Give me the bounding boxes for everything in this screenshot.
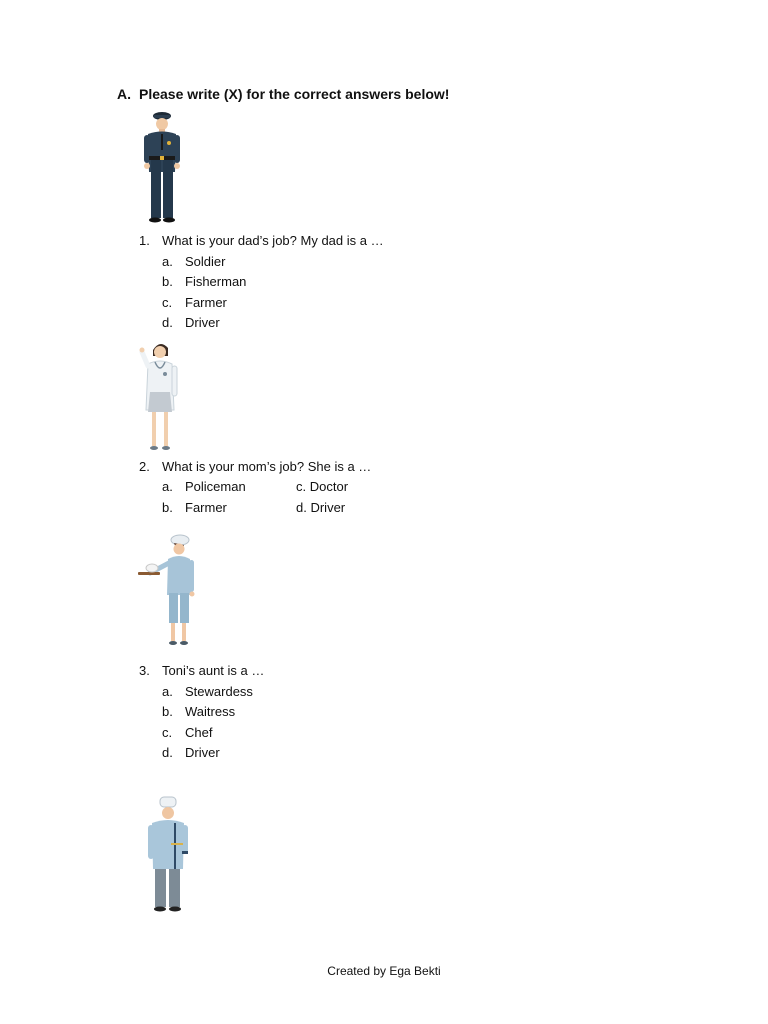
question-3-option-b[interactable]: b. Waitress xyxy=(162,704,236,719)
policeman-illustration xyxy=(138,110,186,225)
question-2-text: What is your mom’s job? She is a … xyxy=(162,459,372,474)
question-3-option-a[interactable]: a. Stewardess xyxy=(162,684,253,699)
section-heading xyxy=(117,86,449,102)
question-1-text: What is your dad’s job? My dad is a … xyxy=(162,233,384,248)
question-1-option-a[interactable]: a. Soldier xyxy=(162,254,226,269)
doctor-illustration xyxy=(140,340,184,452)
footer-credit: Created by Ega Bekti xyxy=(327,964,441,978)
question-2-option-b[interactable]: b. Farmer xyxy=(162,500,227,515)
question-3 xyxy=(139,663,264,678)
male-chef-illustration xyxy=(145,795,191,915)
question-3-option-c[interactable]: c. Chef xyxy=(162,725,213,740)
female-chef-illustration xyxy=(138,533,200,648)
question-3-number: 3. xyxy=(139,663,150,678)
question-1-option-b[interactable]: b. Fisherman xyxy=(162,274,247,289)
question-2-option-a[interactable]: a. Policeman xyxy=(162,479,246,494)
question-1-number: 1. xyxy=(139,233,150,248)
question-3-text: Toni’s aunt is a … xyxy=(162,663,265,678)
question-3-option-d[interactable]: d. Driver xyxy=(162,745,220,760)
question-2-number: 2. xyxy=(139,459,150,474)
section-letter: A. xyxy=(117,86,131,102)
section-instruction: Please write (X) for the correct answers below! xyxy=(139,86,450,102)
question-1 xyxy=(139,233,384,248)
question-2 xyxy=(139,459,371,474)
question-1-option-c[interactable]: c. Farmer xyxy=(162,295,227,310)
question-2-option-d[interactable]: d. Driver xyxy=(296,500,346,515)
question-2-option-c[interactable]: c. Doctor xyxy=(296,479,349,494)
question-1-option-d[interactable]: d. Driver xyxy=(162,315,220,330)
